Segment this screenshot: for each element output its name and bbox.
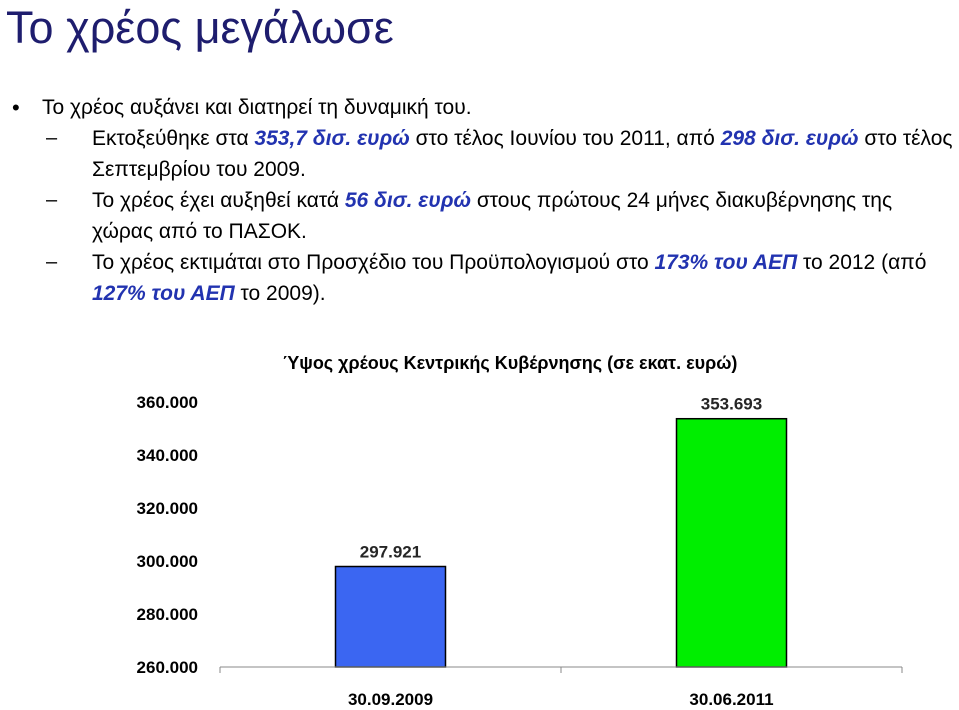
y-tick-label: 260.000: [136, 658, 198, 677]
y-tick-label: 320.000: [136, 499, 198, 518]
sub1-seg: στο τέλος Σεπτεμβρίου του 2009.: [92, 127, 953, 181]
data-label: 297.921: [359, 542, 422, 562]
bar: [336, 567, 446, 667]
bars: [336, 395, 787, 667]
y-tick-label: 360.000: [136, 393, 198, 412]
sub1-seg: στο τέλος Ιουνίου του 2011, από: [409, 127, 721, 150]
sub3-seg: το 2009).: [234, 282, 326, 305]
dash-2: –: [46, 189, 58, 211]
sub2-seg: Το χρέος έχει αυξηθεί κατά: [92, 189, 345, 212]
y-tick-label: 300.000: [136, 552, 198, 571]
dash-1: –: [46, 127, 58, 149]
sub1-highlight: 298 δισ. ευρώ: [720, 127, 859, 150]
sub1-highlight: 353,7 δισ. ευρώ: [254, 127, 410, 150]
dash-3: –: [46, 251, 58, 273]
x-tick-label: 30.09.2009: [347, 690, 434, 709]
y-tick-label: 340.000: [136, 446, 198, 465]
sub3-seg: το 2012 (από: [797, 251, 927, 274]
sub3-seg: Το χρέος εκτιμάται στο Προσχέδιο του Προϋπολογισμού στο: [92, 251, 655, 274]
sub3-highlight: 127% του ΑΕΠ: [92, 282, 235, 305]
slide-title: Το χρέος μεγάλωσε: [6, 2, 394, 53]
sub2-highlight: 56 δισ. ευρώ: [344, 189, 472, 212]
y-tick-label: 280.000: [136, 605, 198, 624]
bullet-dot: •: [12, 95, 20, 120]
sub2-seg: στους πρώτους 24 μήνες διακυβέρνησης της χώρας από το ΠΑΣΟΚ.: [92, 189, 893, 243]
chart-title: Ύψος χρέους Κεντρικής Κυβέρνησης (σε εκατ. ευρώ): [282, 353, 738, 373]
bullet-main-text: Το χρέος αυξάνει και διατηρεί τη δυναμική του.: [42, 96, 472, 119]
y-axis-ticks: [137, 393, 198, 677]
sub3-highlight: 173% του ΑΕΠ: [654, 251, 798, 274]
x-axis: [220, 667, 902, 709]
data-label: 353.693: [700, 394, 763, 414]
x-tick-label: 30.06.2011: [689, 690, 774, 709]
bar: [677, 419, 787, 667]
sub1-seg: Εκτοξεύθηκε στα: [92, 127, 255, 150]
